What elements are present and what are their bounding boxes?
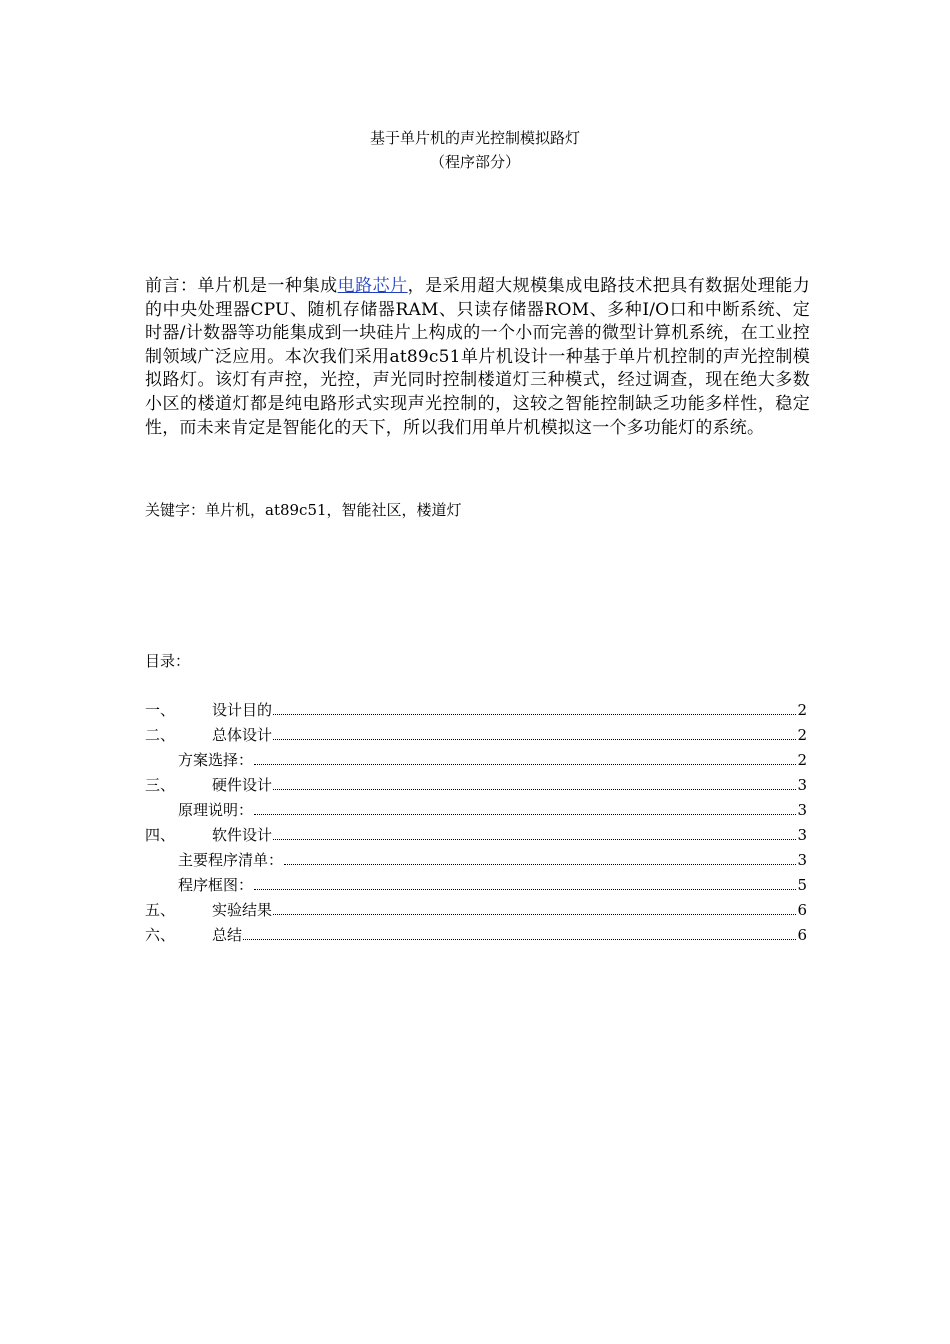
document-title: 基于单片机的声光控制模拟路灯 — [369, 129, 580, 147]
toc-entry-label: 方案选择： — [178, 751, 254, 769]
toc-dot-leader — [254, 764, 796, 765]
toc-entry-page: 6 — [797, 926, 807, 944]
toc-entry[interactable] — [145, 898, 807, 923]
toc-subentry[interactable] — [145, 748, 807, 773]
toc-entry-label: 原理说明： — [178, 801, 254, 819]
toc-entry-label: 程序框图： — [178, 876, 254, 894]
toc-entry-label: 硬件设计 — [212, 776, 273, 794]
keywords-line: 关键字：单片机，at89c51，智能社区，楼道灯 — [145, 501, 462, 519]
toc-dot-leader — [273, 914, 796, 915]
toc-entry-label: 总体设计 — [212, 726, 273, 744]
circuit-chip-link[interactable]: 电路芯片 — [337, 276, 408, 296]
table-of-contents — [145, 698, 807, 948]
toc-subentry[interactable] — [145, 873, 807, 898]
toc-dot-leader — [273, 839, 796, 840]
toc-entry-page: 3 — [797, 826, 807, 844]
toc-entry-page: 2 — [797, 751, 807, 769]
toc-dot-leader — [243, 939, 796, 940]
toc-dot-leader — [254, 889, 796, 890]
toc-entry[interactable] — [145, 773, 807, 798]
toc-entry-label: 设计目的 — [212, 701, 273, 719]
toc-dot-leader — [254, 814, 796, 815]
toc-entry-label: 总结 — [212, 926, 243, 944]
toc-dot-leader — [273, 714, 796, 715]
toc-dot-leader — [284, 864, 796, 865]
toc-entry-number: 三、 — [145, 776, 176, 794]
toc-subentry[interactable] — [145, 798, 807, 823]
toc-entry-label: 软件设计 — [212, 826, 273, 844]
toc-entry[interactable] — [145, 723, 807, 748]
toc-heading: 目录： — [145, 652, 191, 670]
toc-entry-number: 六、 — [145, 926, 176, 944]
document-subtitle: （程序部分） — [429, 153, 520, 171]
toc-entry-page: 3 — [797, 776, 807, 794]
toc-entry-number: 二、 — [145, 726, 176, 744]
preface-text-rest: ，是采用超大规模集成电路技术把具有数据处理能力的中央处理器CPU、随机存储器RAM、只读存储器ROM、多种I/O口和中断系统、定时器/计数器等功能集成到一块硅片上构成的一个小而完善的微型计算机系统，在工业控制领域广泛应用。本次我们采用at89c51单片机设计一种基于单片机控制的声光控制模拟路灯。该灯有声控，光控，声光同时控制楼道灯三种模式，经过调查，现在绝大多数小区的楼道灯都是纯电路形式实现声光控制的，这较之智能控制缺乏功能多样性，稳定性，而未来肯定是智能化的天下，所以我们用单片机模拟这一个多功能灯的系统。 — [145, 276, 810, 438]
toc-entry[interactable] — [145, 823, 807, 848]
toc-dot-leader — [273, 789, 796, 790]
toc-entry-number: 五、 — [145, 901, 176, 919]
toc-entry[interactable] — [145, 698, 807, 723]
toc-entry-label: 主要程序清单： — [178, 851, 284, 869]
toc-entry-page: 3 — [797, 801, 807, 819]
toc-entry-page: 3 — [797, 851, 807, 869]
toc-dot-leader — [273, 739, 796, 740]
toc-subentry[interactable] — [145, 848, 807, 873]
toc-entry-number: 四、 — [145, 826, 176, 844]
toc-entry-page: 6 — [797, 901, 807, 919]
toc-entry-page: 2 — [797, 726, 807, 744]
toc-entry-label: 实验结果 — [212, 901, 273, 919]
toc-entry[interactable] — [145, 923, 807, 948]
toc-entry-page: 2 — [797, 701, 807, 719]
toc-entry-page: 5 — [797, 876, 807, 894]
preface-text-start: 前言：单片机是一种集成 — [145, 276, 338, 296]
toc-entry-number: 一、 — [145, 701, 176, 719]
preface-paragraph — [145, 275, 810, 440]
